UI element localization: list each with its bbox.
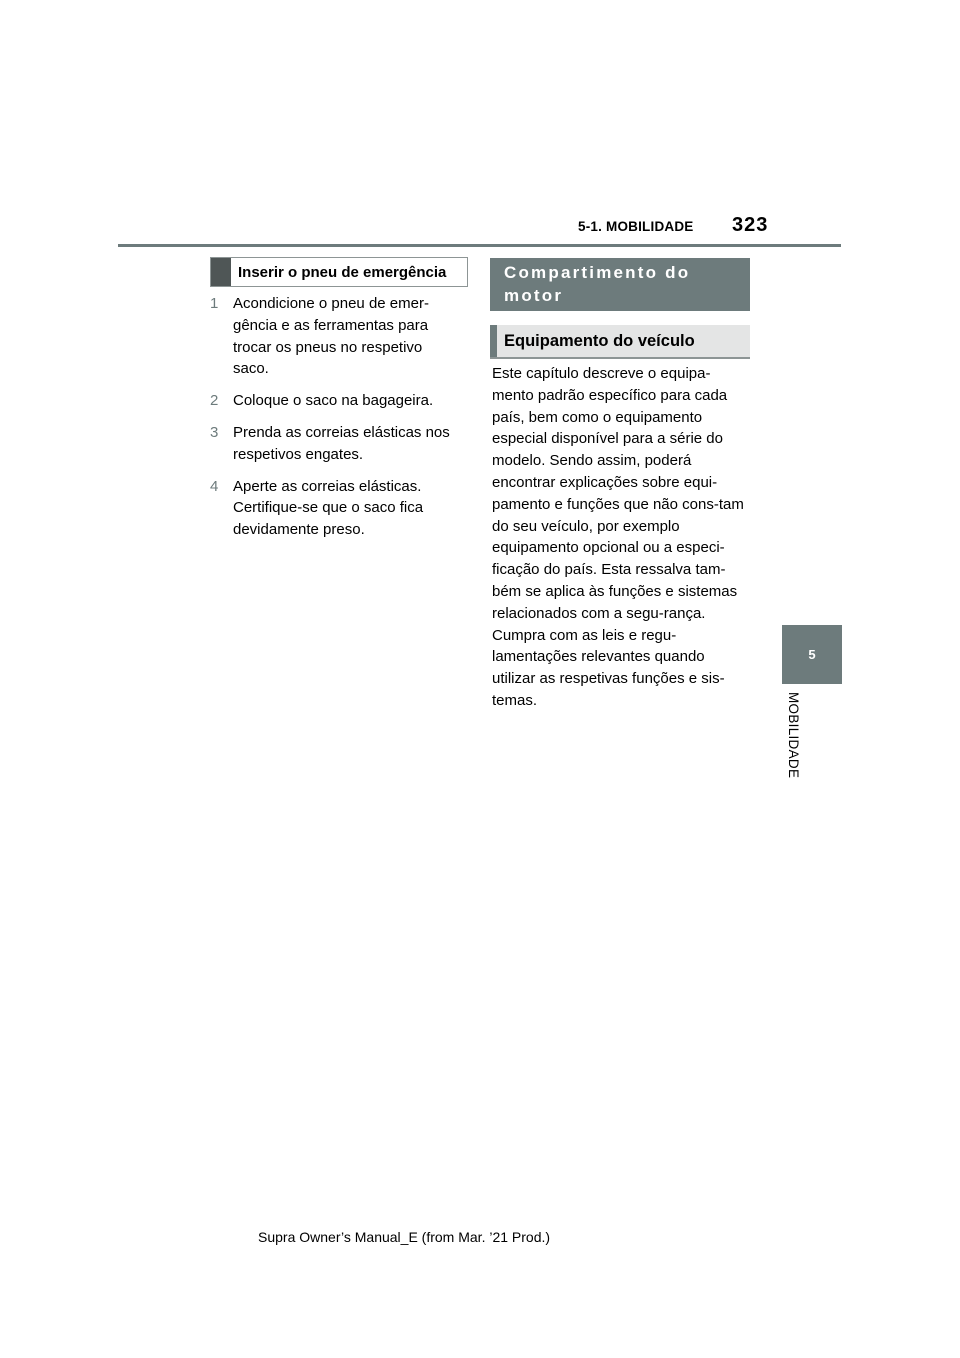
step-item <box>210 476 460 541</box>
step-number: 2 <box>210 392 219 410</box>
chapter-label: MOBILIDADE <box>786 692 801 779</box>
step-item <box>210 390 460 412</box>
step-item <box>210 293 460 380</box>
step-text: Prenda as correias elásticas nos respetivos engates. <box>233 423 450 463</box>
step-text: Coloque o saco na bagageira. <box>233 392 434 410</box>
step-number: 3 <box>210 423 219 441</box>
header-divider <box>118 244 841 247</box>
step-text: Aperte as correias elásticas. Certifique-se que o saco fica devidamente preso. <box>233 477 424 539</box>
page-number: 323 <box>732 214 769 236</box>
step-text: Acondicione o pneu de emer-gência e as ferramentas para trocar os pneus no respetivo saco. <box>233 295 429 378</box>
subsection-title: Equipamento do veículo <box>504 331 695 350</box>
footer-text: Supra Owner’s Manual_E (from Mar. ’21 Prod.) <box>258 1229 551 1245</box>
subsection-bar-marker <box>490 325 497 357</box>
step-number: 4 <box>210 477 219 495</box>
step-number: 1 <box>210 295 219 312</box>
subsection-title-box <box>490 325 750 359</box>
title-bar-marker <box>211 258 231 286</box>
procedure-title: Inserir o pneu de emergência <box>238 263 447 281</box>
chapter-tab <box>782 625 842 684</box>
chapter-number: 5 <box>808 647 816 662</box>
section-title: Compartimento do motor <box>490 258 750 311</box>
step-item <box>210 422 460 466</box>
procedure-steps <box>210 293 460 551</box>
procedure-title-box <box>210 257 468 287</box>
body-paragraph: Este capítulo descreve o equipa-mento padrão específico para cada país, bem como o equipamento especial disponível para a série do modelo. Sendo assim, poderá encontrar explicações sobre equi-pamento e funções que não cons-tam do seu veículo, por exemplo equipamento opcional ou a especi-ficação do país. Esta ressalva tam-bém se aplica às funções e sistemas relacionados com a segu-rança. Cumpra com as leis e regu-lamentações relevantes quando utilizar as respetivas funções e sis-temas. <box>492 365 744 709</box>
section-header: 5-1. MOBILIDADE <box>578 219 694 234</box>
